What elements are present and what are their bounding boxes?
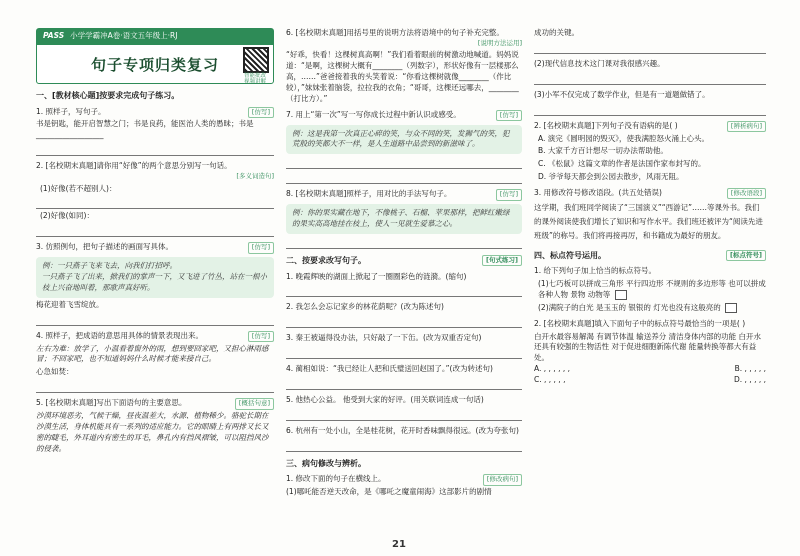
section-tag: [标点符号] <box>726 250 766 261</box>
question-text: 书是钥匙，能开启智慧之门；书是良药，能医治人类的愚昧；书是__________________ <box>36 119 254 140</box>
question-5 <box>36 398 274 454</box>
qr-label: 智能批改 视频讲解 <box>243 73 266 86</box>
question-prompt: 4. 照样子，把成语的意思用具体的情景表现出来。 <box>36 330 204 340</box>
question-8 <box>286 189 522 249</box>
rewrite-item: 1. 晚霞辉映的湖面上掀起了一圈圈彩色的涟漪。(缩句) <box>286 271 467 281</box>
section-title: 二、按要求改写句子。 <box>286 255 366 265</box>
middle-column <box>286 28 522 498</box>
question-7 <box>286 110 522 185</box>
question-tag: [多义词造句] <box>236 172 274 181</box>
question-prompt: 2. [名校期末真题]请你用“好像”的两个意思分别写一句话。 <box>36 161 232 171</box>
page-number: 21 <box>392 538 406 550</box>
punctuation-item <box>534 303 766 314</box>
section-heading: 三、病句修改与辨析。 <box>286 458 366 468</box>
section-heading <box>534 250 766 262</box>
question-2 <box>36 161 274 237</box>
question-2 <box>534 121 766 183</box>
rewrite-item: 5. 他热心公益。 他受到大家的好评。(用关联词连成一句话) <box>286 395 484 405</box>
answer-line[interactable] <box>286 378 522 390</box>
question-tag: [仿写] <box>248 331 274 342</box>
answer-line[interactable] <box>36 144 274 156</box>
section-heading <box>286 255 522 267</box>
option-b: B. 大家千方百计想尽一切办法帮助他。 <box>538 146 668 156</box>
header-bar <box>37 29 273 45</box>
question-prompt: 1. 照样子，写句子。 <box>36 106 106 116</box>
question-6 <box>286 28 522 105</box>
punctuation-item <box>534 279 766 301</box>
answer-line[interactable] <box>36 197 274 209</box>
option-d: D. 爷爷每天都会到公园去散步，风雨无阻。 <box>538 172 684 182</box>
punctuation-sentence: (2)满院子的白光 是玉玉的 银银的 灯光也没有这般亮的 <box>538 302 721 312</box>
option-d: D. , , , , , <box>734 375 766 385</box>
question-4 <box>36 331 274 394</box>
answer-line[interactable] <box>286 409 522 421</box>
answer-line[interactable] <box>36 225 274 237</box>
question-prompt: 1. 修改下面的句子在横线上。 <box>286 474 386 484</box>
question-prompt: 2. [名校期末真题]下列句子没有语病的是( ) <box>534 120 678 130</box>
question-tag: [说明方法运用] <box>477 38 522 47</box>
question-1 <box>36 107 274 157</box>
options-row <box>534 364 766 375</box>
question-3 <box>534 188 766 244</box>
option-c: C. 《松鼠》这篇文章的作者是法国作家布封写的。 <box>538 159 706 169</box>
question-tag: [概括句意] <box>235 398 274 409</box>
question-s3-1 <box>286 474 522 498</box>
rewrite-item: 4. 蔺相如说：“我已经让人把和氏璧送回赵国了。”(改为转述句) <box>286 364 493 374</box>
rewrite-item: 3. 秦王被逼得没办法，只好敲了一下缶。(改为双重否定句) <box>286 333 482 343</box>
answer-line[interactable] <box>286 316 522 328</box>
chapter-title: 句子专项归类复习 <box>90 56 219 74</box>
section-heading: 一、[教材核心题]按要求完成句子练习。 <box>36 91 180 100</box>
question-prompt: 3. 用修改符号修改语段。(共五处错误) <box>534 188 662 197</box>
answer-line[interactable] <box>534 104 766 116</box>
question-text: 梅花迎着飞雪绽放。 <box>36 299 104 309</box>
question-prompt: 7. 用上“第一次”写一写你成长过程中新认识或感受。 <box>286 109 461 119</box>
question-tag: [仿写] <box>496 189 522 200</box>
example-line: 例：一只燕子飞来飞去，向我们打招呼。 <box>42 261 177 271</box>
question-prompt: 3. 仿照例句，把句子描述的画面写具体。 <box>36 242 174 252</box>
option-b: B. , , , , , <box>734 364 766 374</box>
example-box <box>36 257 274 298</box>
rewrite-item: 6. 杭州有一处小山，全是桂花树，花开时香味飘得很远。(改为夸张句) <box>286 425 519 435</box>
question-prompt: 6. [名校期末真题]用括号里的说明方法将语境中的句子补充完整。 <box>286 28 504 37</box>
continued-text: 成功的关键。 <box>534 28 579 37</box>
chapter-header <box>36 28 274 84</box>
option-a: A. , , , , , , <box>534 364 570 374</box>
punctuation-sentence: (1)七巧板可以拼成三角形 平行四边形 不规则的多边形等 也可以拼成各种人物 景物 动物等 <box>538 279 766 299</box>
answer-line[interactable] <box>534 42 766 54</box>
question-tag: [仿写] <box>496 110 522 121</box>
sub-question: (2)现代信息技术这门课对我很感兴趣。 <box>534 58 665 68</box>
answer-line[interactable] <box>286 157 522 169</box>
question-text: (1)哪吒能否逆天改命，是《哪吒之魔童闹海》这部影片的剧情 <box>286 487 492 497</box>
question-prompt: 5. [名校期末真题]写出下面语句的主要意思。 <box>36 398 187 408</box>
series-title: 小学学霸冲A卷·语文五年级上·RJ <box>70 31 178 40</box>
sub-question: (3)小军不仅完成了数学作业，但是有一道题做错了。 <box>534 89 710 99</box>
answer-line[interactable] <box>286 237 522 249</box>
punctuation-box[interactable] <box>615 290 627 300</box>
brand-logo: PASS <box>43 31 65 40</box>
option-a: A. 演完《圆明园的毁灭》，使我满腔怒火涌上心头。 <box>538 133 710 143</box>
options-row <box>534 375 766 386</box>
section-title: 四、标点符号运用。 <box>534 250 606 260</box>
section-tag: [句式练习] <box>482 255 522 266</box>
question-tag: [仿写] <box>248 107 274 118</box>
question-text: 心急如焚： <box>36 367 74 377</box>
question-tag: [修改病句] <box>483 474 522 485</box>
question-3 <box>36 242 274 325</box>
option-c: C. , , , , , <box>534 375 566 385</box>
question-4-2 <box>534 319 766 386</box>
answer-line[interactable] <box>286 347 522 359</box>
question-tag: [仿写] <box>248 242 274 253</box>
passage-text: “好乖，快看！这棵树真高啊！”我们看着眼前的树激动地喊道。妈妈说道：“是啊，这棵树大概有________（列数字），形状好像有一层楼那么高，……”爸爸接着我的头笑着说：“你看这棵树就像________（作比较），”妹妹张着脑袋，拉拉我的衣角；“哥哥，这棵还远哪去，________（打比方）。” <box>286 50 519 103</box>
answer-line[interactable] <box>36 381 274 393</box>
passage-text: 沙漠环境恶劣，气候干燥，昼夜温差大，水源、植物稀少。骆驼长期在沙漠生活，身体机能具有一系列的适应能力。它的眼睛上有两排又长又密的睫毛，外耳道内有密生的耳毛，鼻孔内有挡风褶皱，可以阻挡风沙的侵袭。 <box>36 411 269 453</box>
sub-question: (1)好像(若不超别人)： <box>40 183 117 193</box>
answer-line[interactable] <box>286 285 522 297</box>
example-line: 一只燕子飞了出来，掀我们的掌声一下，又飞进了竹丛，站在一根小枝上兴奋地叫着，那歌声真好听。 <box>42 272 267 292</box>
example-box: 例：这是我第一次真正心碎的笑，与众不同的笑，发狮气的笑，犯荒般的笑都大不一样，是人生道路中品尝到的新滋味了。 <box>286 125 522 155</box>
example-box: 例：你的果实藏在地下，不像桃子、石榴、苹果那样，把鲜红嫩绿的果实高高地挂在枝上，使人一见就生爱慕之心。 <box>286 204 522 234</box>
passage-text: 白开水最容易解渴 有调节体温 输送养分 清洁身体内部的功能 白开水还具有较强的生物活性 对于促进细胞新陈代谢 能量转换等都大有益处。 <box>534 331 762 363</box>
right-column <box>534 28 766 386</box>
answer-line[interactable] <box>286 440 522 452</box>
question-prompt: 1. 给下列句子加上恰当的标点符号。 <box>534 266 657 276</box>
question-prompt: 2. [名校期末真题]填入下面句子中的标点符号最恰当的一项是( ) <box>534 318 746 328</box>
sub-question: (2)好像(如同)： <box>40 211 94 221</box>
answer-line[interactable] <box>286 172 522 184</box>
answer-line[interactable] <box>534 73 766 85</box>
question-tag: [修改语段] <box>727 188 766 199</box>
question-prompt: 8. [名校期末真题]照样子，用对比的手法写句子。 <box>286 189 452 199</box>
punctuation-box[interactable] <box>725 303 737 313</box>
passage-text: 这学期，我们班同学阅读了“三国演义”“西游记”……等课外书。我们的课外阅读使我们增长了知识和写作水平。我们班还被评为“阅读先进班级”的称号。我们将再接再厉，和书籍成为最好的朋友。 <box>534 202 763 241</box>
answer-line[interactable] <box>36 314 274 326</box>
question-tag: [辨析病句] <box>727 121 766 132</box>
rewrite-item: 2. 我怎么会忘记家乡的林花荫呢？(改为陈述句) <box>286 302 444 312</box>
left-column <box>36 28 274 455</box>
example-text: 左右为难：放学了，小温看着窗外的雨，想到要回家吧，又担心淋雨感冒；不回家吧，也不知道妈妈什么时候才能来接自己。 <box>36 343 269 364</box>
qr-code-icon[interactable] <box>243 47 269 73</box>
